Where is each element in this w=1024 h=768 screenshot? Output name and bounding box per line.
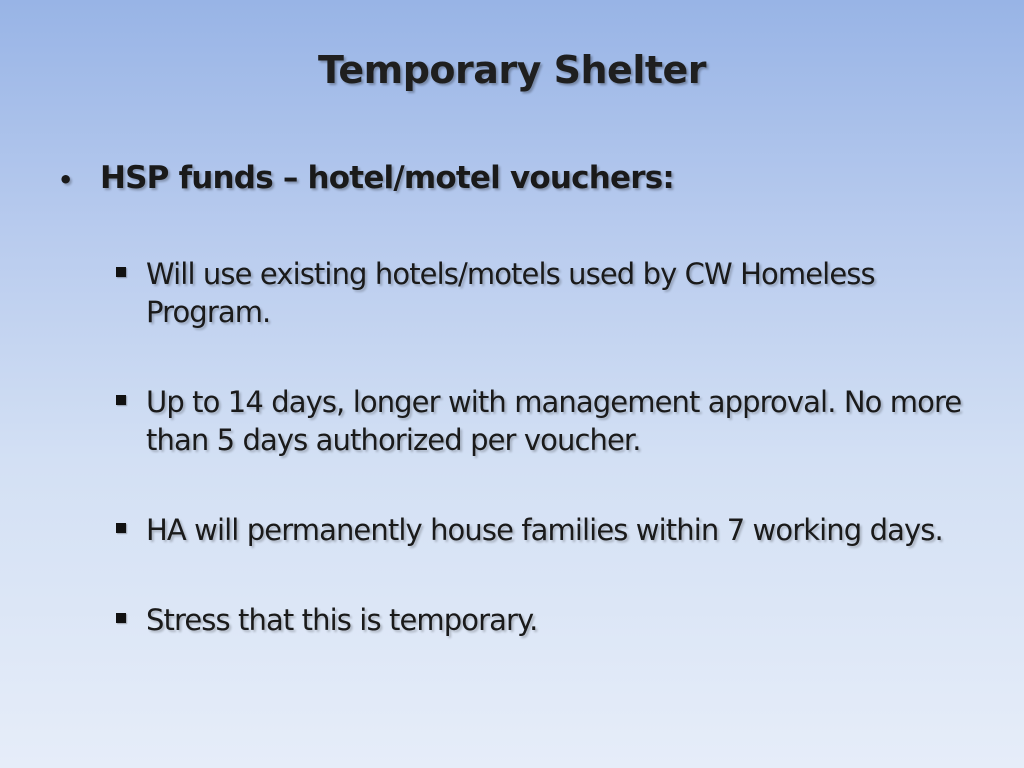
sub-bullet-item bbox=[112, 383, 972, 459]
sub-bullet-item bbox=[112, 511, 972, 549]
sub-bullet-text: Will use existing hotels/motels used by CW Homeless Program. bbox=[146, 257, 875, 329]
slide-title: Temporary Shelter bbox=[317, 48, 707, 92]
main-bullet-text: HSP funds – hotel/motel vouchers: bbox=[100, 160, 674, 196]
sub-bullet-text: Up to 14 days, longer with management approval. No more than 5 days authorized per voucher. bbox=[146, 385, 962, 457]
square-bullet-icon bbox=[116, 523, 126, 533]
sub-bullet-list bbox=[112, 255, 972, 691]
square-bullet-icon bbox=[116, 613, 126, 623]
sub-bullet-item bbox=[112, 601, 972, 639]
sub-bullet-text: HA will permanently house families within 7 working days. bbox=[146, 513, 943, 547]
sub-bullet-item bbox=[112, 255, 972, 331]
main-bullet-item bbox=[58, 160, 674, 196]
square-bullet-icon bbox=[116, 267, 126, 277]
round-bullet-icon: • bbox=[58, 166, 73, 194]
sub-bullet-text: Stress that this is temporary. bbox=[146, 603, 538, 637]
square-bullet-icon bbox=[116, 395, 126, 405]
